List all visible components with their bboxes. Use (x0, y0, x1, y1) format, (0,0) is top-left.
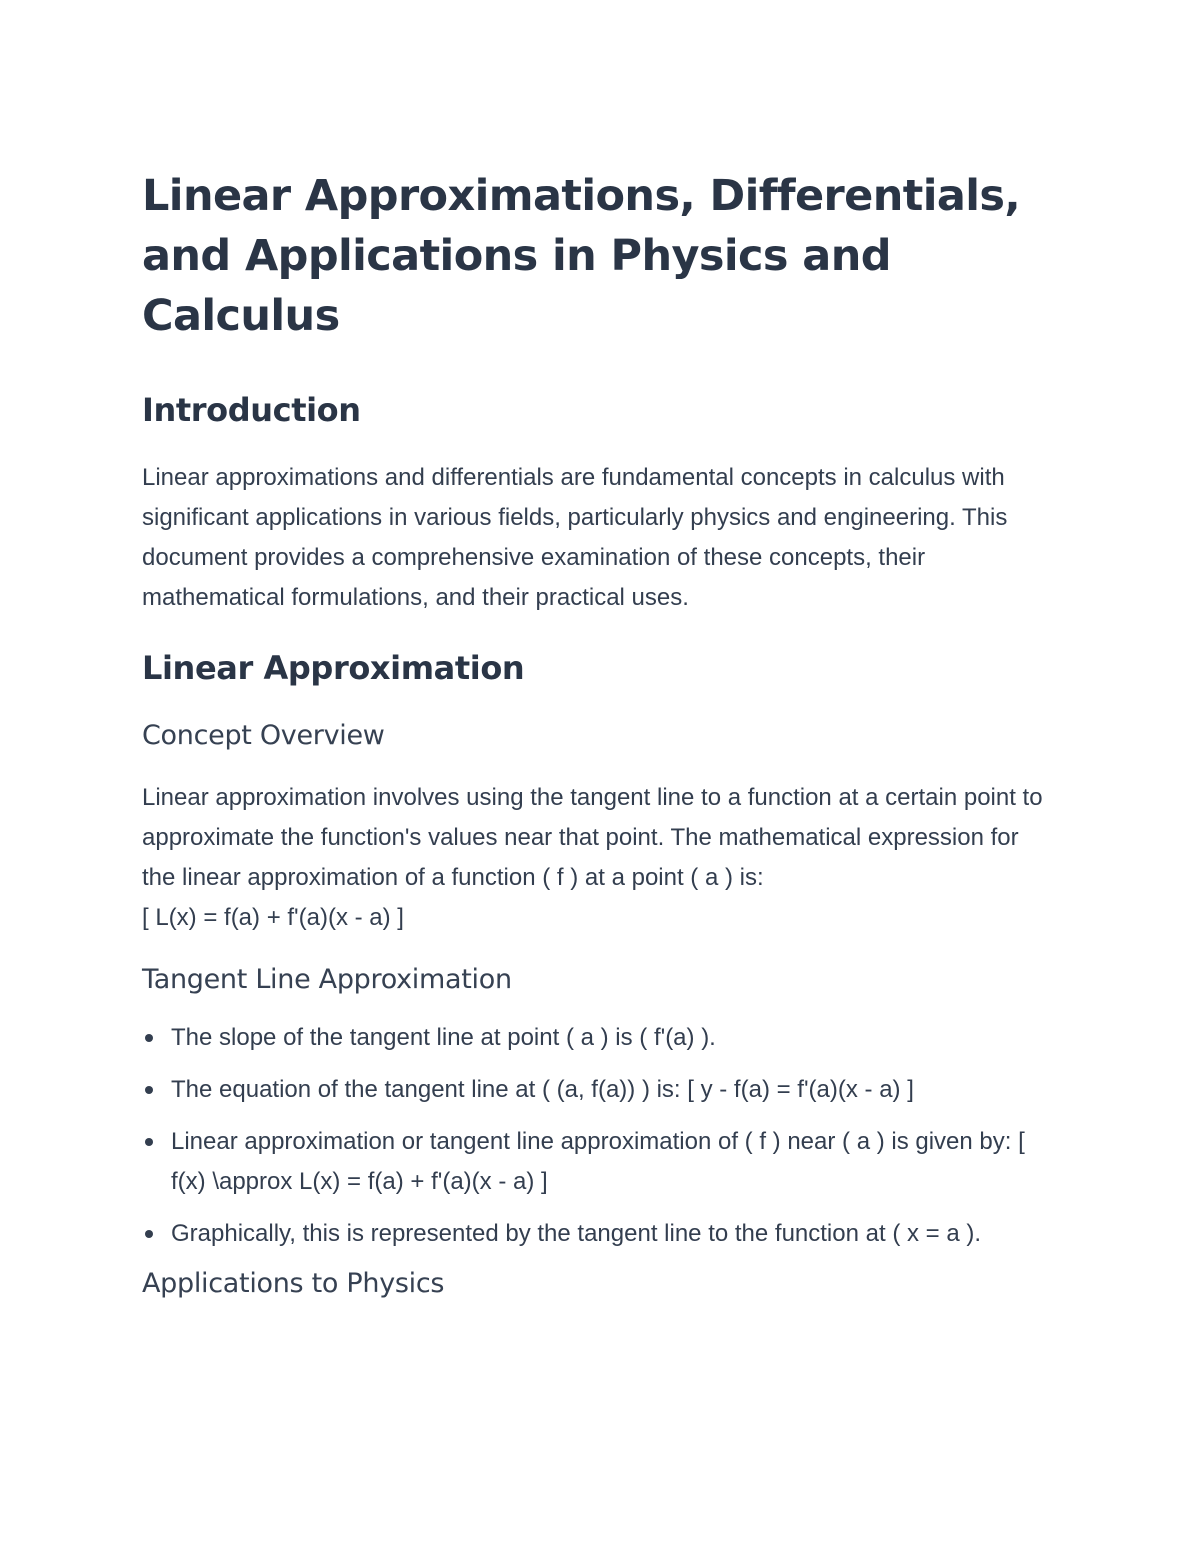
bullet-dot-icon (145, 1034, 153, 1042)
bullet-item (142, 1214, 1057, 1254)
bullet-text: The equation of the tangent line at ( (a, f(a)) ) is: [ y - f(a) = f'(a)(x - a) ] (171, 1076, 914, 1103)
subsection-heading-concept-overview: Concept Overview (142, 720, 385, 751)
bullet-dot-icon (145, 1230, 153, 1238)
section-heading-introduction: Introduction (142, 391, 361, 429)
subsection-heading-tangent-line: Tangent Line Approximation (142, 964, 512, 995)
bullet-text: Graphically, this is represented by the tangent line to the function at ( x = a ). (171, 1220, 981, 1247)
bullet-text: Linear approximation or tangent line approximation of ( f ) near ( a ) is given by: [ f(x) \approx L(x) = f(a) + f'(a)(x - a) ] (171, 1128, 1025, 1195)
tangent-line-bullet-list (142, 1018, 1057, 1254)
bullet-dot-icon (145, 1138, 153, 1146)
bullet-dot-icon (145, 1086, 153, 1094)
document-page (142, 166, 1057, 1302)
bullet-text: The slope of the tangent line at point ( a ) is ( f'(a) ). (171, 1024, 716, 1051)
bullet-item (142, 1018, 1057, 1058)
subsection-heading-applications-physics: Applications to Physics (142, 1268, 445, 1299)
bullet-item (142, 1122, 1057, 1202)
document-title: Linear Approximations, Differentials, and Applications in Physics and Calculus (142, 171, 1021, 341)
concept-overview-paragraph: Linear approximation involves using the tangent line to a function at a certain point to approximate the function's values near that point. The mathematical expression for the linear approximation of a function ( f ) at a point ( a ) is: (142, 784, 1043, 891)
introduction-paragraph: Linear approximations and differentials are fundamental concepts in calculus with significant applications in various fields, particularly physics and engineering. This document provides a comprehensive examination of these concepts, their mathematical formulations, and their practical uses. (142, 464, 1008, 611)
linear-approximation-formula: [ L(x) = f(a) + f'(a)(x - a) ] (142, 904, 404, 931)
section-heading-linear-approximation: Linear Approximation (142, 649, 525, 687)
bullet-item (142, 1070, 1057, 1110)
